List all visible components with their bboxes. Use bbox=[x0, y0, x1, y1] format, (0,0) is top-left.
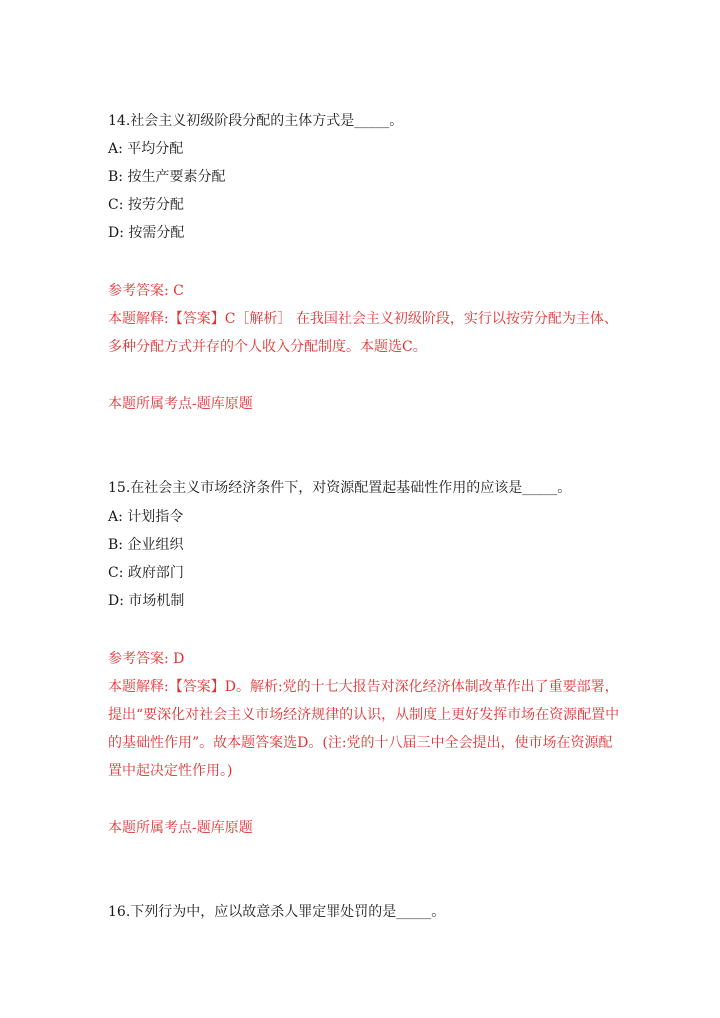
question-15-option-a: A: 计划指令 bbox=[108, 509, 184, 525]
question-16-stem: 16.下列行为中，应以故意杀人罪定罪处罚的是_____。 bbox=[108, 904, 446, 920]
question-14-option-b: B: 按生产要素分配 bbox=[108, 169, 226, 185]
question-14-option-d: D: 按需分配 bbox=[108, 225, 185, 241]
question-15-stem: 15.在社会主义市场经济条件下，对资源配置起基础性作用的应该是_____。 bbox=[108, 480, 572, 496]
question-15-option-c: C: 政府部门 bbox=[108, 565, 184, 581]
question-14-explanation: 本题解释:【答案】C［解析］ 在我国社会主义初级阶段，实行以按劳分配为主体、多种分配方式并存的个人收入分配制度。本题选C。 bbox=[108, 311, 618, 355]
question-15-answer: 参考答案: D bbox=[108, 651, 185, 667]
question-14-answer: 参考答案: C bbox=[108, 283, 184, 299]
question-14-source: 本题所属考点-题库原题 bbox=[108, 396, 253, 412]
question-15-explanation: 本题解释:【答案】D。解析:党的十七大报告对深化经济体制改革作出了重要部署，提出“要深化对社会主义市场经济规律的认识，从制度上更好发挥市场在资源配置中的基础性作用”。故本题答案选D。(注:党的十八届三中全会提出，使市场在资源配置中起决定性作用。) bbox=[108, 679, 620, 779]
question-15-option-b: B: 企业组织 bbox=[108, 537, 184, 553]
question-14-option-c: C: 按劳分配 bbox=[108, 197, 184, 213]
question-15-option-d: D: 市场机制 bbox=[108, 593, 185, 609]
question-15-source: 本题所属考点-题库原题 bbox=[108, 820, 253, 836]
question-14-stem: 14.社会主义初级阶段分配的主体方式是_____。 bbox=[108, 113, 404, 129]
question-14-option-a: A: 平均分配 bbox=[108, 141, 184, 157]
